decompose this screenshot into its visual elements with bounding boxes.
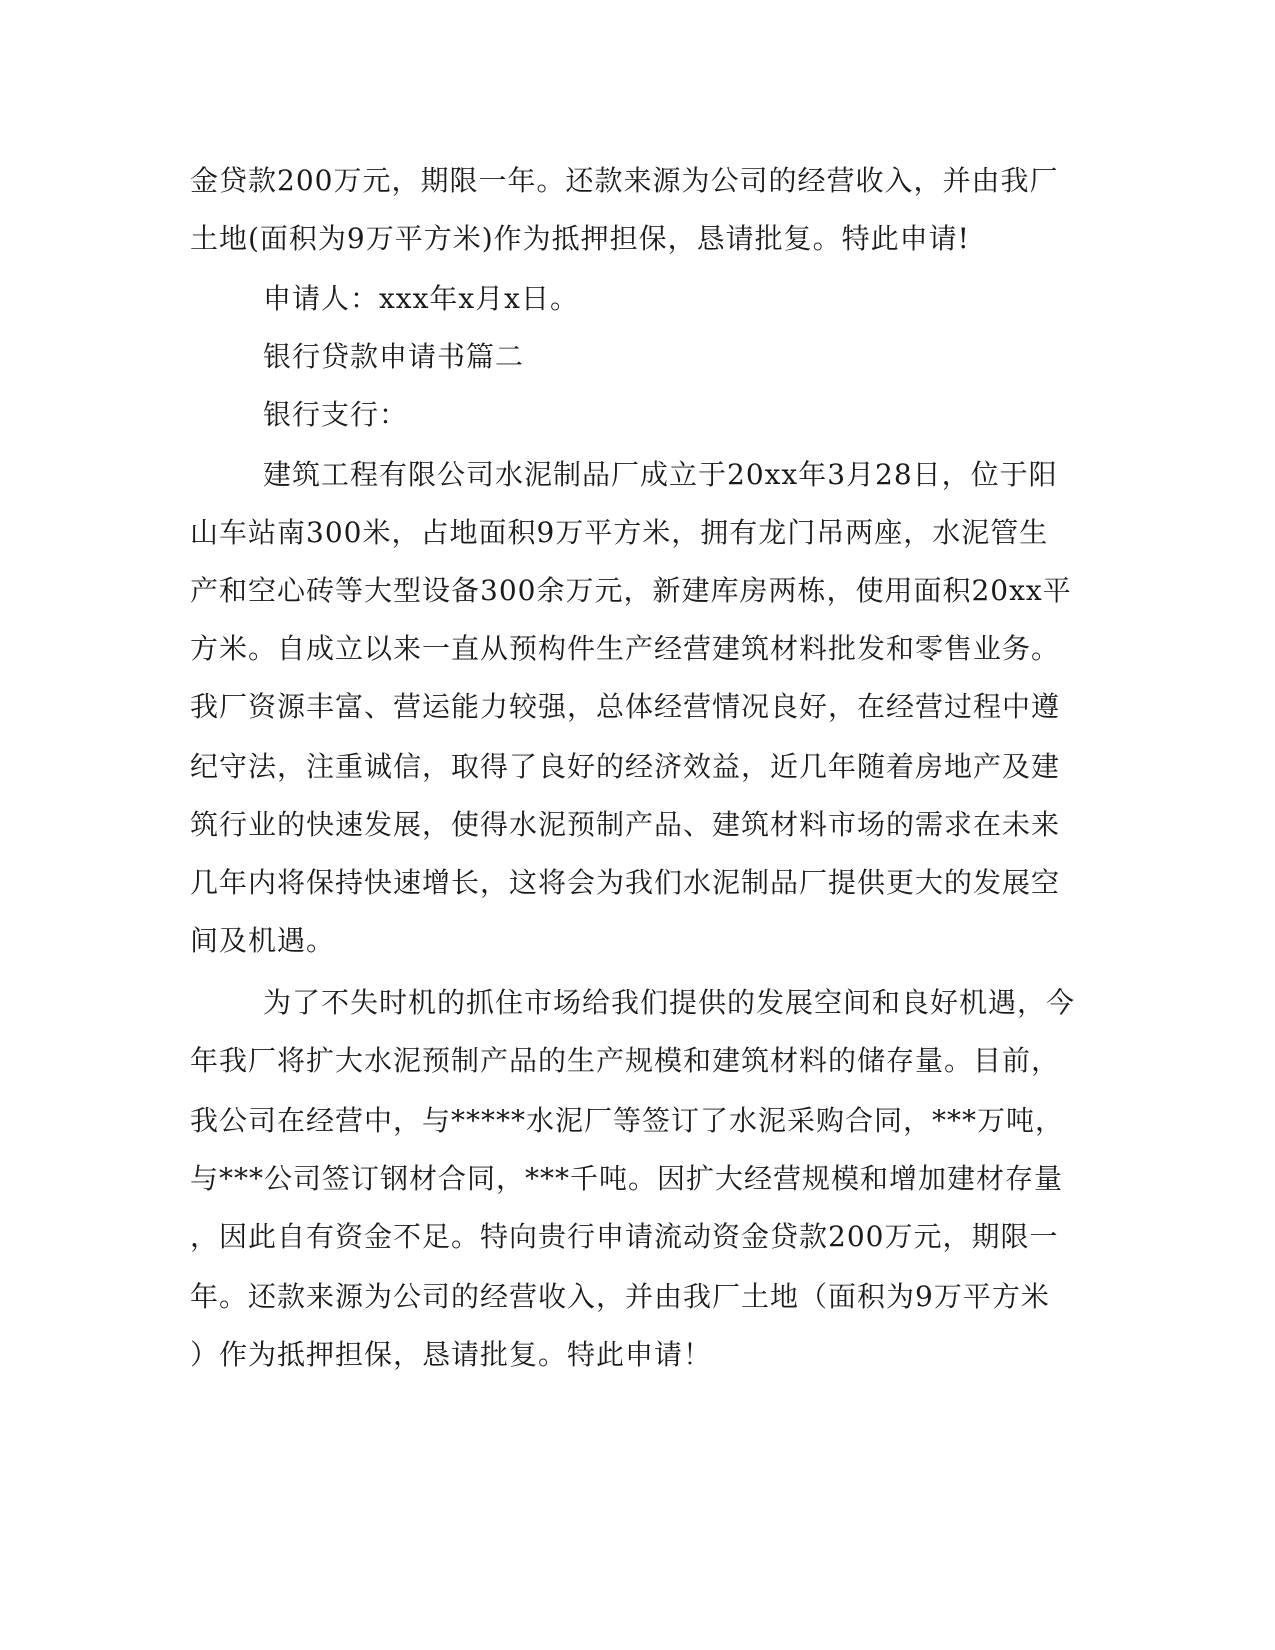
salutation: 银行支行： [263,398,409,431]
applicant-line: 申请人：xxx年x月x日。 [263,282,579,315]
paragraph-line: 筑行业的快速发展，使得水泥预制产品、建筑材料市场的需求在未来 [190,808,1061,841]
paragraph-line: 方米。自成立以来一直从预构件生产经营建筑材料批发和零售业务。 [190,632,1061,665]
paragraph-line: 产和空心砖等大型设备300余万元，新建库房两栋，使用面积20xx平 [190,574,1072,607]
paragraph-line: 金贷款200万元，期限一年。还款来源为公司的经营收入，并由我厂 [190,164,1059,197]
paragraph-line: ，因此自有资金不足。特向贵行申请流动资金贷款200万元，期限一 [190,1220,1059,1253]
paragraph-line: 为了不失时机的抓住市场给我们提供的发展空间和良好机遇，今 [263,986,1076,1019]
paragraph-line: 我公司在经营中，与*****水泥厂等签订了水泥采购合同，***万吨， [190,1104,1065,1137]
paragraph-line: 建筑工程有限公司水泥制品厂成立于20xx年3月28日，位于阳 [263,458,1058,491]
paragraph-line: 间及机遇。 [190,924,336,957]
paragraph-line: 纪守法，注重诚信，取得了良好的经济效益，近几年随着房地产及建 [190,750,1061,783]
paragraph-line: ）作为抵押担保，恳请批复。特此申请！ [190,1338,713,1371]
paragraph-line: 年。还款来源为公司的经营收入，并由我厂土地（面积为9万平方米 [190,1280,1050,1313]
paragraph-line: 几年内将保持快速增长，这将会为我们水泥制品厂提供更大的发展空 [190,866,1061,899]
paragraph-line: 与***公司签订钢材合同，***千吨。因扩大经营规模和增加建材存量 [190,1162,1064,1195]
paragraph-line: 土地(面积为9万平方米)作为抵押担保，恳请批复。特此申请! [190,222,970,255]
section-heading: 银行贷款申请书篇二 [263,340,525,373]
paragraph-line: 年我厂将扩大水泥预制产品的生产规模和建筑材料的储存量。目前， [190,1044,1061,1077]
paragraph-line: 我厂资源丰富、营运能力较强，总体经营情况良好，在经营过程中遵 [190,690,1061,723]
paragraph-line: 山车站南300米，占地面积9万平方米，拥有龙门吊两座，水泥管生 [190,516,1049,549]
